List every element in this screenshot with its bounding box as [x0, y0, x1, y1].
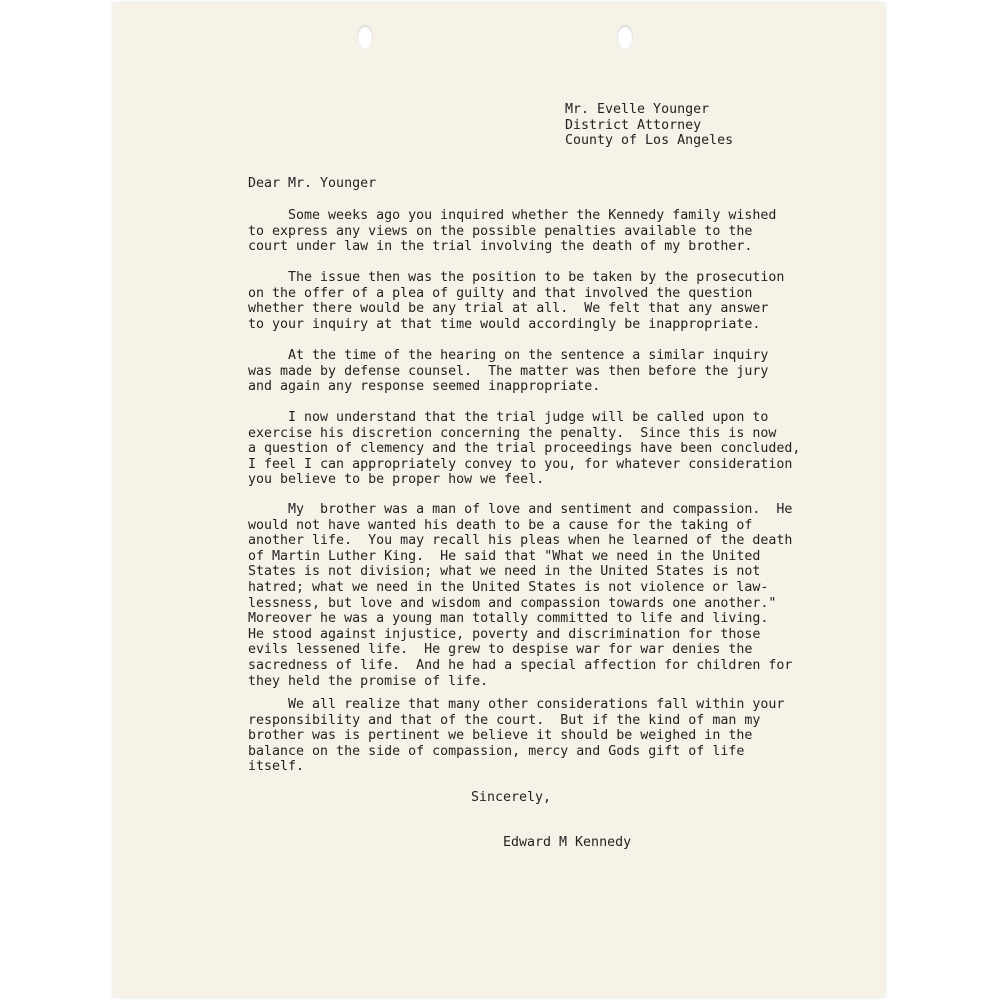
punch-hole-right [617, 25, 633, 49]
letter-page [113, 3, 885, 997]
paragraph-responsibility: We all realize that many other considerations fall within your responsibility and that of the court. But if the kind of man my brother was is pertinent we believe it should be weighed in the balance on the side of compassion, mercy and Gods gift of life itself. [248, 697, 785, 775]
signature-name: Edward M Kennedy [503, 835, 632, 850]
recipient-title: District Attorney [565, 117, 702, 133]
paragraph-sentence-hearing: At the time of the hearing on the sentence a similar inquiry was made by defense counsel. The matter was then before the jury and again any response seemed inappropriate. [248, 348, 769, 395]
punch-hole-left [357, 25, 373, 49]
paragraph-brother: My brother was a man of love and sentiment and compassion. He would not have wanted his death to be a cause for the taking of another life. You may recall his pleas when he learned of the death of Martin Luther King. He said that "What we need in the United States is not division; what we need in the United States is not hatred; what we need in the United States is not violence or law- lessness, but love and wisdom and compassion towards one another." Moreover he was a young man totally committed to life and living. He stood against injustice, poverty and discrimination for those evils lessened life. He grew to despise war for war denies the sacredness of life. And he had a special affection for children for they held the promise of life. [248, 502, 793, 689]
closing: Sincerely, [471, 790, 552, 805]
paragraph-clemency: I now understand that the trial judge will be called upon to exercise his discretion concerning the penalty. Since this is now a question of clemency and the trial proceedings have been concluded, I feel I can appropriately convey to you, for whatever consideration you believe to be proper how we feel. [248, 410, 801, 488]
salutation: Dear Mr. Younger [248, 176, 377, 191]
recipient-county: County of Los Angeles [565, 133, 734, 149]
paragraph-inquiry: Some weeks ago you inquired whether the Kennedy family wished to express any views on the possible penalties available to the court under law in the trial involving the death of my brother. [248, 208, 777, 255]
paragraph-prosecution: The issue then was the position to be taken by the prosecution on the offer of a plea of guilty and that involved the question whether there would be any trial at all. We felt that any answer to your inquiry at that time would accordingly be inappropriate. [248, 270, 785, 332]
recipient-name: Mr. Evelle Younger [565, 102, 710, 117]
recipient-address-block [565, 102, 733, 149]
